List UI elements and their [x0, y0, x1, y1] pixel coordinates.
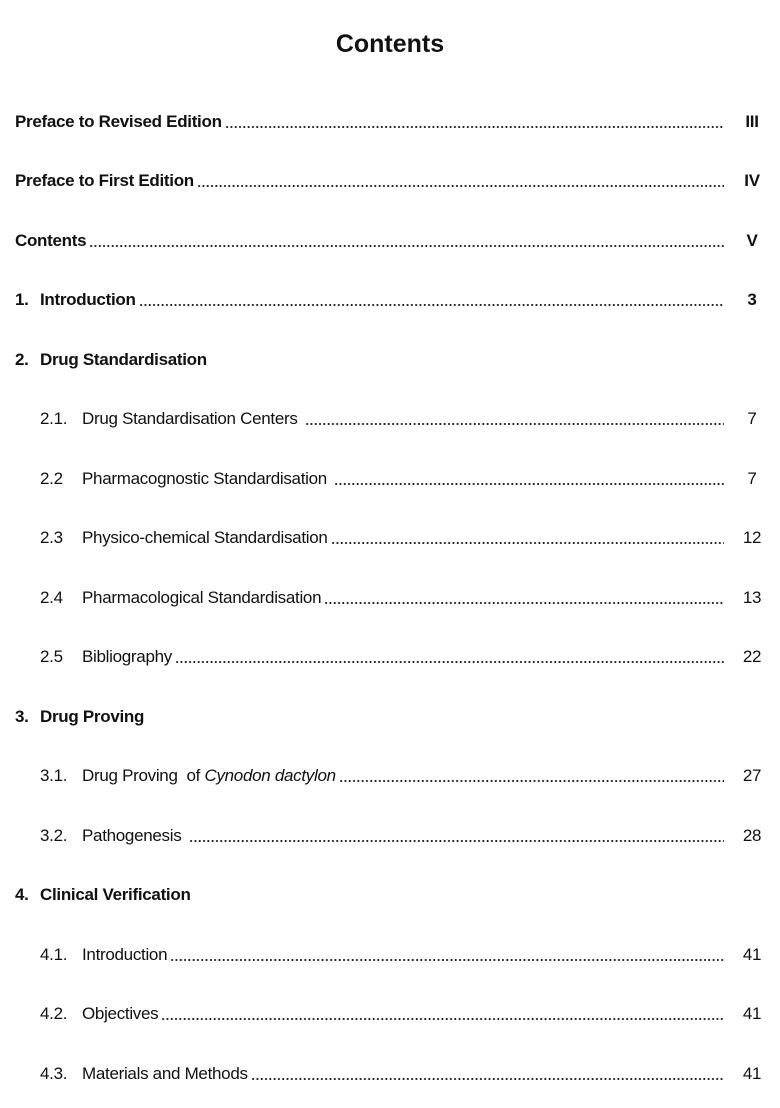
- dot-leader: [175, 660, 724, 664]
- section-title-text: Drug Proving: [40, 706, 145, 726]
- page-number: 41: [742, 1004, 762, 1024]
- dot-leader: [197, 184, 724, 188]
- toc-entry: [0, 866, 780, 926]
- section-title: [82, 1004, 158, 1024]
- section-number: 4.: [15, 885, 29, 905]
- section-title-text: Drug Standardisation: [40, 349, 207, 369]
- section-title-text: Introduction: [40, 290, 136, 310]
- toc-entry: [0, 925, 780, 985]
- toc-entry: [0, 390, 780, 450]
- section-number: 3.2.: [40, 825, 68, 845]
- page-number: 13: [742, 587, 762, 607]
- section-title: [82, 409, 302, 429]
- section-number: 1.: [15, 290, 29, 310]
- section-number: 2.2: [40, 468, 63, 488]
- section-number: 3.1.: [40, 766, 68, 786]
- page-number: 22: [742, 647, 762, 667]
- section-title: [82, 1064, 248, 1084]
- section-title-text: Objectives: [82, 1004, 159, 1024]
- section-title-text: Drug Standardisation Centers: [82, 409, 302, 429]
- section-title: [82, 647, 172, 667]
- page-number: IV: [744, 171, 760, 191]
- toc-entry: [0, 449, 780, 509]
- section-title: [15, 171, 194, 191]
- toc-entry: [0, 985, 780, 1045]
- dot-leader: [324, 601, 724, 605]
- section-title-text: Bibliography: [82, 647, 172, 667]
- section-title-text: Clinical Verification: [40, 885, 191, 905]
- toc-entry: [0, 806, 780, 866]
- section-title: [40, 350, 207, 370]
- dot-leader: [251, 1077, 724, 1081]
- toc-entry: [0, 211, 780, 271]
- toc-entry: [0, 1044, 780, 1104]
- page-number: III: [745, 111, 759, 131]
- page-number: 41: [742, 944, 762, 964]
- section-title-text: Pathogenesis: [82, 825, 186, 845]
- toc-entry: [0, 271, 780, 331]
- page-number: V: [746, 230, 758, 250]
- section-number: 2.5: [40, 647, 63, 667]
- section-title: [40, 707, 144, 727]
- section-title: [82, 945, 167, 965]
- toc-entry: [0, 687, 780, 747]
- toc-entry: [0, 330, 780, 390]
- dot-leader: [339, 779, 724, 783]
- section-title: [40, 290, 136, 310]
- dot-leader: [225, 125, 724, 129]
- section-number: 2.1.: [40, 409, 68, 429]
- section-title-text: Materials and Methods: [82, 1063, 248, 1083]
- dot-leader: [305, 422, 724, 426]
- section-title: [82, 469, 331, 489]
- toc-entry: [0, 628, 780, 688]
- dot-leader: [331, 541, 724, 545]
- section-title-text: Drug Proving of: [82, 766, 205, 786]
- page-number: 7: [747, 409, 757, 429]
- section-number: 4.1.: [40, 944, 68, 964]
- section-title: [15, 231, 86, 251]
- dot-leader: [334, 482, 724, 486]
- toc-entry: [0, 747, 780, 807]
- toc-entry: [0, 568, 780, 628]
- section-title-italic: Cynodon dactylon: [204, 766, 336, 786]
- dot-leader: [139, 303, 724, 307]
- section-title-text: Physico-chemical Standardisation: [82, 528, 328, 548]
- dot-leader: [89, 244, 724, 248]
- page-number: 41: [742, 1063, 762, 1083]
- section-title: [15, 112, 222, 132]
- dot-leader: [189, 839, 724, 843]
- section-number: 2.: [15, 349, 29, 369]
- section-title-text: Pharmacological Standardisation: [82, 587, 322, 607]
- section-title: [82, 588, 321, 608]
- toc-entry: [0, 152, 780, 212]
- dot-leader: [161, 1017, 724, 1021]
- page-title: Contents: [335, 30, 445, 58]
- page-number: 7: [747, 468, 757, 488]
- section-number: 2.3: [40, 528, 63, 548]
- section-title-text: Preface to First Edition: [15, 171, 194, 191]
- table-of-contents: [0, 92, 780, 1104]
- page-number: 28: [742, 825, 762, 845]
- section-title: [82, 826, 186, 846]
- toc-entry: [0, 509, 780, 569]
- section-number: 4.2.: [40, 1004, 68, 1024]
- section-number: 4.3.: [40, 1063, 68, 1083]
- section-title: [40, 885, 191, 905]
- section-number: 3.: [15, 706, 29, 726]
- page-number: 3: [747, 290, 757, 310]
- section-title-text: Pharmacognostic Standardisation: [82, 468, 332, 488]
- section-title-text: Preface to Revised Edition: [15, 111, 222, 131]
- page-number: 12: [742, 528, 762, 548]
- section-title: [82, 766, 336, 786]
- section-number: 2.4: [40, 587, 63, 607]
- section-title-text: Contents: [15, 230, 87, 250]
- page-number: 27: [742, 766, 762, 786]
- section-title-text: Introduction: [82, 944, 168, 964]
- section-title: [82, 528, 328, 548]
- toc-entry: [0, 92, 780, 152]
- dot-leader: [170, 958, 724, 962]
